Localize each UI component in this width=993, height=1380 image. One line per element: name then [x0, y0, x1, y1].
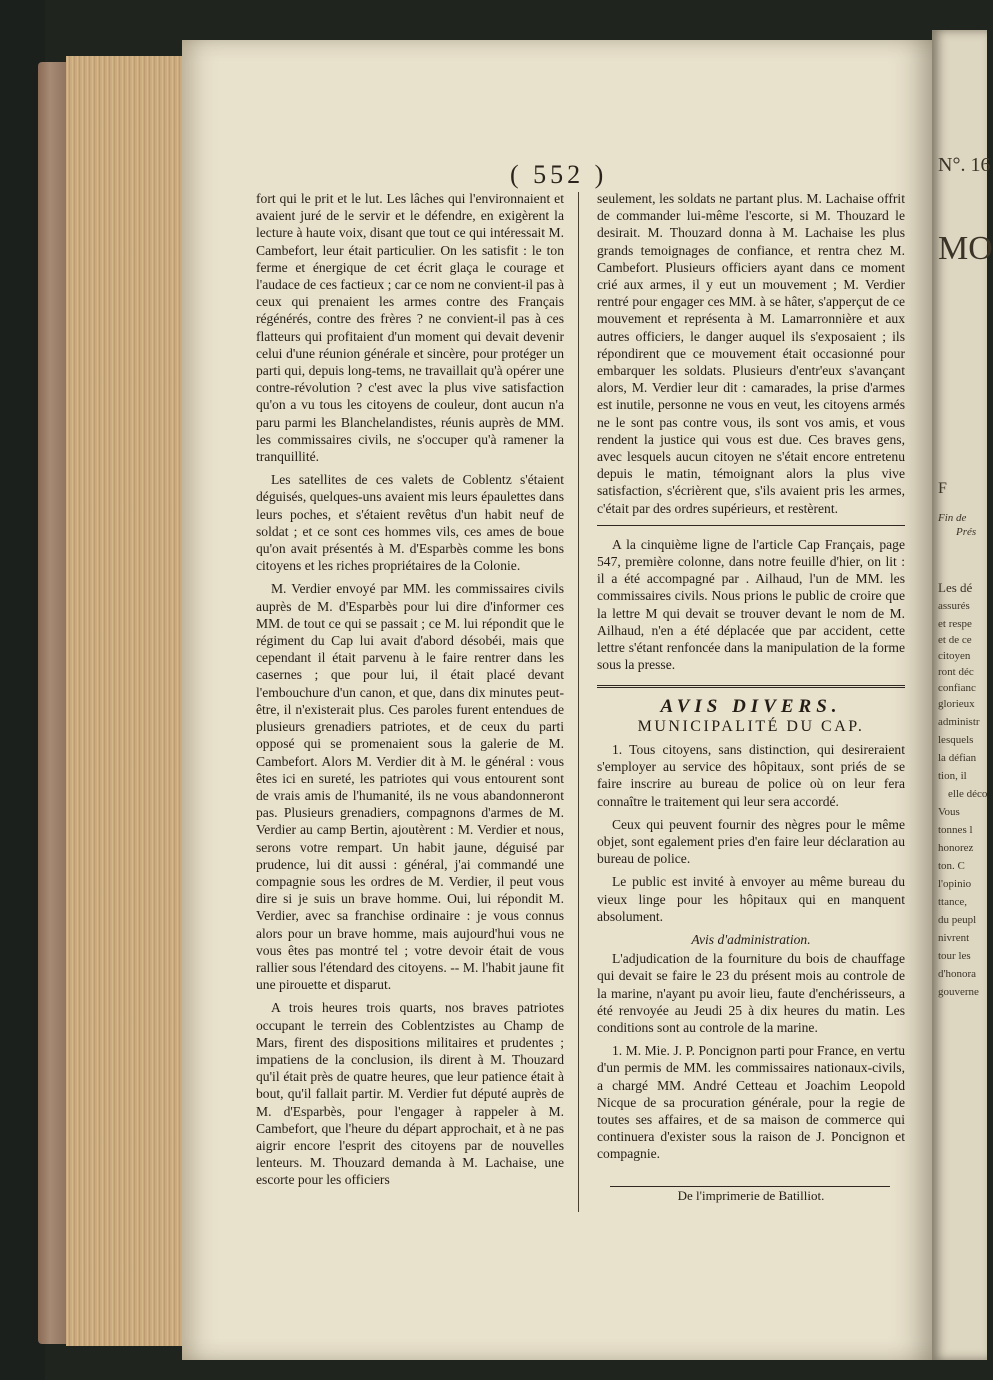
admin-heading: Avis d'administration. [691, 931, 811, 947]
next-page-text: Prés [956, 526, 977, 538]
next-page-text: Les dé [938, 580, 973, 595]
next-page-text: tour les [938, 950, 971, 962]
page-number: ( 552 ) [510, 160, 608, 189]
notice-paragraph: Ceux qui peuvent fournir des nègres pour le même objet, sont egalement pries d'en faire leur déclaration au bureau de police. [597, 816, 905, 867]
section-rule [597, 525, 905, 526]
notice-paragraph: Le public est invité à envoyer au même bureau du vieux linge pour les hôpitaux qui en manquent absolument. [597, 874, 905, 924]
book-cover-edge [38, 62, 68, 1344]
notice-paragraph: 1. Tous citoyens, sans distinction, qui desireraient s'employer au service des hôpitaux, sont priés de se faire inscrire au bureau de police où on leur fera connaître le traitement qui leur sera accordé. [597, 741, 905, 809]
page-block-edge [66, 56, 184, 1346]
printer-imprint: De l'imprimerie de Batilliot. [677, 1188, 825, 1203]
next-page-text: administr [938, 716, 980, 728]
next-page-text: glorieux [938, 698, 975, 710]
next-page-fragment [932, 30, 993, 1360]
municipalite-heading: MUNICIPALITÉ DU CAP. [637, 717, 865, 735]
next-page-text: l'opinio [938, 878, 972, 890]
next-page-text: tion, il [938, 770, 967, 782]
next-page-text: et de ce [938, 634, 972, 646]
next-page-text: confianc [938, 682, 976, 694]
imprint-rule [610, 1186, 890, 1187]
paragraph: Les satellites de ces valets de Coblentz s'étaient déguisés, quelques-uns avaient mis leurs épaulettes dans leurs poches, et s'étaient revêtus d'un habit neuf de soldat ; et ce sont ces hommes vils, ces ames de boue qu'on avait présentés à M. d'Esparbès comme les bons citoyens et les riches propriétaires de la Colonie. [256, 472, 564, 574]
next-page-text: assurés [938, 600, 970, 612]
section-rule-double [597, 685, 905, 688]
next-page-text: F [938, 480, 947, 497]
right-column [597, 190, 905, 1169]
next-page-text: elle déco [948, 788, 988, 800]
next-page-text: du peupl [938, 914, 977, 926]
notice-paragraph: L'adjudication de la fourniture du bois de chauffage qui devait se faire le 23 du présent mois au controle de la marine, n'ayant pu avoir lieu, faute d'enchérisseurs, a été renvoyée au Jeudi 25 à dix heures du matin. Les conditions sont au controle de la marine. [597, 951, 905, 1035]
next-page-text: N°. 16 [938, 154, 991, 176]
next-page-text: tonnes l [938, 824, 973, 836]
paragraph: fort qui le prit et le lut. Les lâches qui l'environnaient et avaient juré de le servir et le défendre, en exigèrent la lecture à haute voix, disant que tout ce qui intéressait M. Cambefort, leur était particulier. On les satisfit : le ton ferme et énergique de cet écrit glaça le courage et l'audace de ces factieux ; car ce nom ne convient-il pas à ceux qui prenaient les armes contre des Français régénérés, contre des frères ? ne convient-il pas à ces flatteurs qui profitaient d'un moment qui devait devenir celui d'une réunion générale et sincère, pour protéger un parti qui, depuis long-tems, ne travaillait qu'à opérer une contre-révolution ? c'est avec la plus vive satisfaction qu'on a vu tous les citoyens de couleur, dont aucun n'a paru parmi les Blanchelandistes, réunis auprès de MM. les commissaires civils, ne s'occuper qu'à ramener la tranquillité. [256, 191, 564, 465]
left-column [256, 190, 564, 1195]
next-page-text: et respe [938, 618, 972, 630]
paragraph: seulement, les soldats ne partant plus. M. Lachaise offrit de commander lui-même l'escorte, si M. Thouzard le desirait. M. Thouzard donna à M. Lachaise les plus grands temoignages de confiance, et rentra chez M. Cambefort. Plusieurs officiers ayant dans ce moment crié aux armes, il y eut un mouvement ; M. Verdier rentré pour engager ces MM. à se hâter, s'apperçut de ce mouvement et représenta à M. Lamarronnière et aux autres officiers, le danger auquel ils s'exposaient ; ils répondirent que ce mouvement était occasionné pour embarquer les soldats. Plusieurs d'entr'eux s'avançant alors, M. Verdier leur dit : camarades, la prise d'armes est inutile, personne ne vous en veut, les citoyens armés ne le sont pas contre vous, ils sont vos amis, et vous rendent la justice qui vous est due. Ces braves gens, avec lesquels aucun citoyen ne s'était encore entretenu depuis le matin, témoignant alors la plus vive satisfaction, s'écrièrent que, s'ils avaient pris les armes, c'était par des ordres supérieurs, et restèrent. [597, 191, 905, 516]
next-page-text: lesquels [938, 734, 974, 746]
paragraph: M. Verdier envoyé par MM. les commissaires civils auprès de M. d'Esparbès pour lui dire d'informer ces MM. de tout ce qui se passait ; ce M. lui répondit que le régiment du Cap lui avait d'abord désobéi, mais que cependant il était parvenu à le faire rentrer dans les casernes ; que pour lui, il était placé devant l'embouchure d'un canon, et que, dans dix minutes peut-être, il n'existerait plus. Ces paroles furent entendues de plusieurs grenadiers patriotes, et de ceux du parti opposé qui se promenaient sous la galerie de M. Cambefort. Alors M. Verdier dit à M. le général : vous êtes ici en sureté, les patriotes qui vous entourent sont de vrais amis de l'humanité, ils ne vous abandonneront pas. Plusieurs grenadiers, compagnons d'armes de M. Verdier au camp Bertin, ajoutèrent : M. Verdier et nous, serons votre rempart. Un habit jaune, déguisé par prudence, lui dit aussi : général, j'ai commandé une compagnie sous les ordres de M. Verdier, il peut vous dire si je suis un brave homme. Oui, lui répondit M. Verdier, avec sa franchise ordinaire : je vous connus alors pour un brave homme, mais aujourd'hui vous ne vous êtes pas montré tel ; votre devoir était de vous rallier sous l'étendard des citoyens. -- M. l'habit jaune fit une pirouette et disparut. [256, 581, 564, 993]
next-page-text: ton. C [938, 860, 965, 872]
next-page-text: ttance, [938, 896, 968, 908]
paragraph: A trois heures trois quarts, nos braves patriotes occupant le terrein des Coblentzistes au Champ de Mars, firent des dispositions militaires et prudentes ; impatiens de la conclusion, ils dirent à M. Thouzard qu'il était près de quatre heures, que leur patience était à bout, qu'il fallait partir. M. Verdier fut député auprès de M. d'Esparbès, pour l'engager à rappeler à M. Cambefort, que l'heure du départ approchait, et à ne pas aigrir encore l'esprit des citoyens par de nouvelles lenteurs. M. Thouzard demanda à M. Lachaise, une escorte pour les officiers [256, 1000, 564, 1188]
notice-paragraph: 1. M. Mie. J. P. Poncignon parti pour France, en vertu d'un permis de MM. les commissaires nationaux-civils, a chargé MM. André Cetteau et Joachim Leopold Nicque de sa procuration générale, pour la regie de toutes ses affaires, et de sa maison de commerce qui continuera d'exister sous la raison de J. Poncignon et compagnie. [597, 1043, 905, 1162]
erratum-notice: A la cinquième ligne de l'article Cap Français, page 547, première colonne, dans notre feuille d'hier, on lit : il a été accompagné par . Ailhaud, l'un de MM. les commissaires civils. Nous prions le public de croire que la lettre M qui devait se trouver devant le nom de M. Ailhaud, n'en a été déplacée que par accident, cette lettre s'étant renfoncée dans la manipulation de la forme sous la presse. [597, 536, 905, 673]
next-page-text: honorez [938, 842, 974, 854]
avis-divers-heading: AVIS DIVERS. [660, 696, 842, 718]
next-page-text: ront déc [938, 666, 974, 678]
next-page-text: gouverne [938, 986, 979, 998]
column-divider [578, 192, 579, 1212]
next-page-text: d'honora [938, 968, 977, 980]
next-page-text: Vous [938, 806, 960, 818]
next-page-text: citoyen [938, 650, 971, 662]
next-page-text: nivrent [938, 932, 970, 944]
next-page-text: la défian [938, 752, 977, 764]
next-page-text: Fin de [938, 512, 967, 524]
next-page-text: MO [938, 230, 993, 267]
